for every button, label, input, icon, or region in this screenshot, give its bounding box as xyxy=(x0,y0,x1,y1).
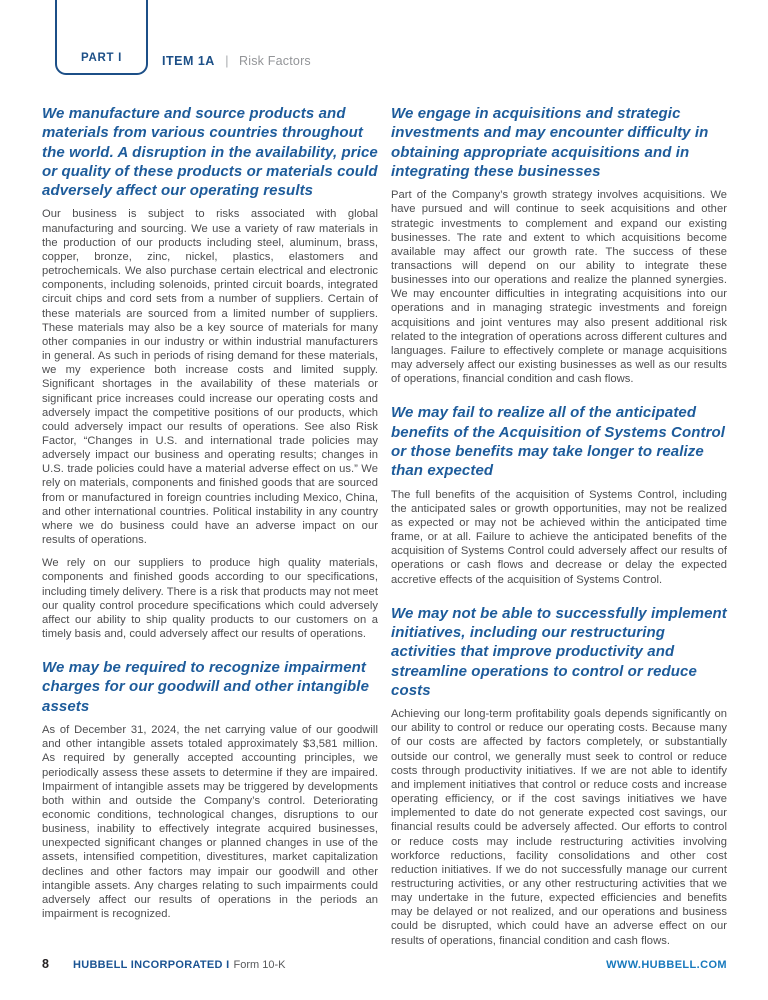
risk-factor-paragraph: As of December 31, 2024, the net carrying value of our goodwill and other intangible assets totaled approximately $3,581 million. As required by generally accepted accounting principles, we periodically assess these assets to determine if they are impaired. Impairment of intangible assets may be triggered by developments both within and outside the Company’s control. Deteriorating economic conditions, technological changes, disruptions to our business, inability to effectively integrate acquired businesses, unexpected significant changes or planned changes in use of the assets, intensified competition, divestitures, market capitalization declines and other factors may impair our goodwill and other intangible assets. Any charges relating to such impairments could adversely affect our results of operations in the periods an impairment is recognized. xyxy=(42,724,378,921)
risk-factor-paragraph: Achieving our long-term profitability goals depends significantly on our ability to control or reduce our operating costs. Because many of our costs are affected by factors completely, or substantially outside our control, we generally must seek to control or reduce costs through productivity initiatives. If we are not able to identify and implement initiatives that control or reduce costs and increase operating efficiency, or if the cost savings initiatives we have implemented to date do not generate expected cost savings, our financial results could be adversely affected. Our efforts to control or reduce costs may include restructuring activities involving workforce reductions, facility consolidations and other cost reduction initiatives. If we do not successfully manage our current restructuring activities, or any other restructuring activities that we may undertake in the future, expected efficiencies and benefits may be delayed or not realized, and our operations and business could be disrupted, which could have an adverse effect on our results of operations, financial condition and cash flows. xyxy=(391,708,727,947)
footer-website-link[interactable]: WWW.HUBBELL.COM xyxy=(606,959,727,971)
risk-factor-paragraph: We rely on our suppliers to produce high quality materials, components and finished goods according to our specifications, including timely delivery. There is a risk that products may not meet our quality control procedure specifications which could adversely affect our ability to ship quality products to our customers on a timely basis and, could adversely affect our results of operations. xyxy=(42,557,378,641)
content-columns xyxy=(42,104,728,957)
left-column xyxy=(42,104,378,957)
risk-factor-heading: We may not be able to successfully implement initiatives, including our restructuring activities that improve productivity and streamline operations to control or reduce costs xyxy=(391,604,727,699)
item-label: ITEM 1A xyxy=(162,54,215,68)
page-number: 8 xyxy=(42,957,49,971)
part-label: PART I xyxy=(80,52,123,64)
footer-form-label: Form 10-K xyxy=(233,959,286,971)
risk-factor-heading: We may fail to realize all of the anticipated benefits of the Acquisition of Systems Control or those benefits may take longer to realize than expected xyxy=(391,404,726,480)
risk-factor-paragraph: Our business is subject to risks associated with global manufacturing and sourcing. We use a variety of raw materials in the production of our products including steel, aluminum, brass, copper, bronze, zinc, nickel, plastics, elastomers and petrochemicals. We also purchase certain electrical and electronic components, including solenoids, printed circuit boards, integrated circuit chips and cord sets from a number of suppliers. Certain of these materials are sourced from a limited number of suppliers. These materials may also be a key source of materials for many other companies in our industry or within industrial manufacturers in general. As such in periods of rising demand for these materials, we my experience both increase costs and limited supply. Significant shortages in the availability of these materials or significant price increases could increase our operating costs and adversely impact the competitive positions of our products, which could adversely impact our results of operations. See also Risk Factor, “Changes in U.S. and international trade policies may adversely impact our business and operating results; changes in U.S. trade policies could have a material adverse effect on us.” We rely on materials, components and finished goods that are sourced from or manufactured in foreign countries including Mexico, China, and other international countries. Political instability in any country where we do business could have an adverse impact on our results of operations. xyxy=(42,208,378,547)
header-item-row xyxy=(162,54,311,68)
footer-company: HUBBELL INCORPORATED I xyxy=(72,959,230,971)
risk-factor-heading: We may be required to recognize impairment charges for our goodwill and other intangible assets xyxy=(42,659,370,715)
right-column xyxy=(391,104,727,957)
section-title: Risk Factors xyxy=(239,54,311,68)
risk-factor-paragraph: Part of the Company’s growth strategy involves acquisitions. We have pursued and will continue to seek acquisitions and other strategic investments to complement and expand our existing businesses. The rate and extent to which acquisitions become available may affect our growth rate. The success of these transactions will depend on our ability to integrate these businesses into our operations and realize the planned synergies. We may encounter difficulties in integrating acquisitions into our operations and in managing strategic investments and foreign acquisitions and joint ventures may also present additional risk related to the integration of operations across different cultures and languages. Failure to effectively complete or manage acquisitions may adversely affect our existing businesses as well as our results of operations, financial condition and cash flows. xyxy=(391,189,727,386)
part-badge xyxy=(55,0,148,75)
risk-factor-heading: We manufacture and source products and materials from various countries throughout the world. A disruption in the availability, price or quality of these products or materials could adversely affect our operating results xyxy=(42,105,378,200)
footer-left xyxy=(42,957,285,971)
risk-factor-heading: We engage in acquisitions and strategic investments and may encounter difficulty in obtaining appropriate acquisitions and in integrating these businesses xyxy=(391,105,709,180)
header-separator: | xyxy=(225,54,229,68)
page-footer xyxy=(42,957,727,971)
risk-factor-paragraph: The full benefits of the acquisition of Systems Control, including the anticipated sales or growth opportunities, may not be realized as expected or may not be achieved within the anticipated time frame, or at all. Failure to achieve the anticipated benefits of the acquisition of Systems Control could adversely affect our results of operations or cash flows and decrease or delay the expected accretive effects of the acquisition of Systems Control. xyxy=(391,488,727,586)
